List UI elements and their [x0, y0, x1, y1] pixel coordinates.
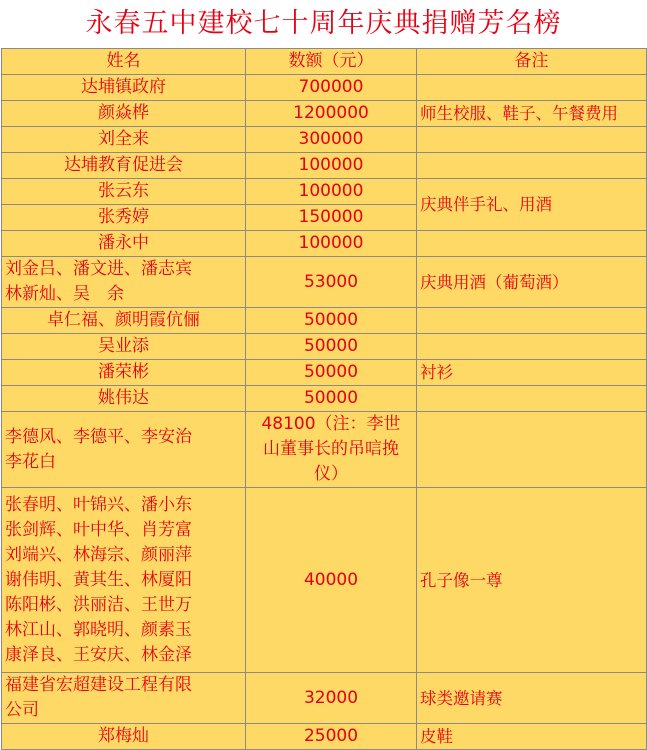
donor-name-line: 李德风、李德平、李安治 [5, 426, 192, 447]
table-row [2, 360, 647, 386]
donation-amount: 100000 [246, 153, 417, 179]
donation-amount: 150000 [246, 205, 417, 231]
donor-name-line: 刘金吕、潘文进、潘志宾 [5, 259, 192, 279]
donation-note [417, 412, 647, 488]
table-row [2, 101, 647, 127]
donor-name-line: 林新灿、吴 余 [5, 284, 124, 304]
donor-name: 达埔镇政府 [2, 75, 246, 101]
donor-name [2, 488, 246, 673]
table-row [2, 153, 647, 179]
donation-amount: 700000 [246, 75, 417, 101]
table-row [2, 386, 647, 412]
header-note: 备注 [417, 49, 647, 75]
donation-note [417, 75, 647, 101]
donation-note: 球类邀请赛 [417, 673, 647, 724]
donation-note: 皮鞋 [417, 724, 647, 750]
donor-name: 吴业添 [2, 334, 246, 360]
donor-name: 潘永中 [2, 231, 246, 257]
header-name: 姓名 [2, 49, 246, 75]
donation-note: 庆典伴手礼、用酒 [417, 179, 647, 231]
table-row [2, 127, 647, 153]
donor-name-line: 刘端兴、林海宗、颜丽萍 [5, 544, 192, 565]
table-row [2, 334, 647, 360]
table-row [2, 673, 647, 724]
donation-note: 孔子像一尊 [417, 488, 647, 673]
donor-name-line: 公司 [5, 700, 39, 720]
donation-amount: 32000 [246, 673, 417, 724]
donor-name: 达埔教育促进会 [2, 153, 246, 179]
header-amount: 数额（元） [246, 49, 417, 75]
donation-amount: 1200000 [246, 101, 417, 127]
donor-name-line: 谢伟明、黄其生、林厦阳 [5, 569, 192, 590]
donor-name: 郑梅灿 [2, 724, 246, 750]
table-row [2, 231, 647, 257]
donation-note [417, 334, 647, 360]
donation-amount: 40000 [246, 488, 417, 673]
donation-note [417, 127, 647, 153]
donation-amount: 50000 [246, 360, 417, 386]
amount-line: 山董事长的吊唁挽 [263, 439, 399, 459]
donation-amount: 50000 [246, 334, 417, 360]
donor-name-line: 张剑辉、叶中华、肖芳富 [5, 519, 192, 540]
donation-amount: 50000 [246, 386, 417, 412]
donor-name: 卓仁福、颜明霞伉俪 [2, 308, 246, 334]
donation-note: 庆典用酒（葡萄酒） [417, 257, 647, 308]
donor-name [2, 412, 246, 488]
donor-name-line: 张春明、叶锦兴、潘小东 [5, 494, 192, 515]
donor-name: 张秀婷 [2, 205, 246, 231]
donor-name: 潘荣彬 [2, 360, 246, 386]
donor-name: 刘全来 [2, 127, 246, 153]
donation-amount: 50000 [246, 308, 417, 334]
donation-note [417, 153, 647, 179]
donation-amount [246, 412, 417, 488]
donor-name: 颜焱桦 [2, 101, 246, 127]
donation-amount: 53000 [246, 257, 417, 308]
amount-line: 仪） [314, 464, 348, 484]
table-row [2, 75, 647, 101]
table-row [2, 257, 647, 308]
page-title: 永春五中建校七十周年庆典捐赠芳名榜 [0, 0, 647, 48]
donor-name [2, 673, 246, 724]
donation-note [417, 386, 647, 412]
donation-amount: 100000 [246, 231, 417, 257]
amount-line: 48100（注：李世 [261, 414, 401, 434]
donation-amount: 300000 [246, 127, 417, 153]
donor-name-line: 林江山、郭晓明、颜素玉 [5, 619, 192, 640]
donation-note [417, 231, 647, 257]
donation-note: 衬衫 [417, 360, 647, 386]
donor-name: 张云东 [2, 179, 246, 205]
donation-note [417, 308, 647, 334]
table-row [2, 412, 647, 488]
table-row [2, 488, 647, 673]
donor-name: 姚伟达 [2, 386, 246, 412]
donor-name [2, 257, 246, 308]
table-row [2, 179, 647, 205]
donation-note: 师生校服、鞋子、午餐费用 [417, 101, 647, 127]
donation-table [1, 48, 647, 750]
donor-name-line: 康泽良、王安庆、林金泽 [5, 644, 192, 665]
donation-amount: 100000 [246, 179, 417, 205]
donor-name-line: 李花白 [5, 451, 56, 472]
donation-amount: 25000 [246, 724, 417, 750]
table-header-row [2, 49, 647, 75]
table-row [2, 308, 647, 334]
donor-name-line: 陈阳彬、洪丽洁、王世万 [5, 594, 192, 615]
donor-name-line: 福建省宏超建设工程有限 [5, 675, 192, 695]
